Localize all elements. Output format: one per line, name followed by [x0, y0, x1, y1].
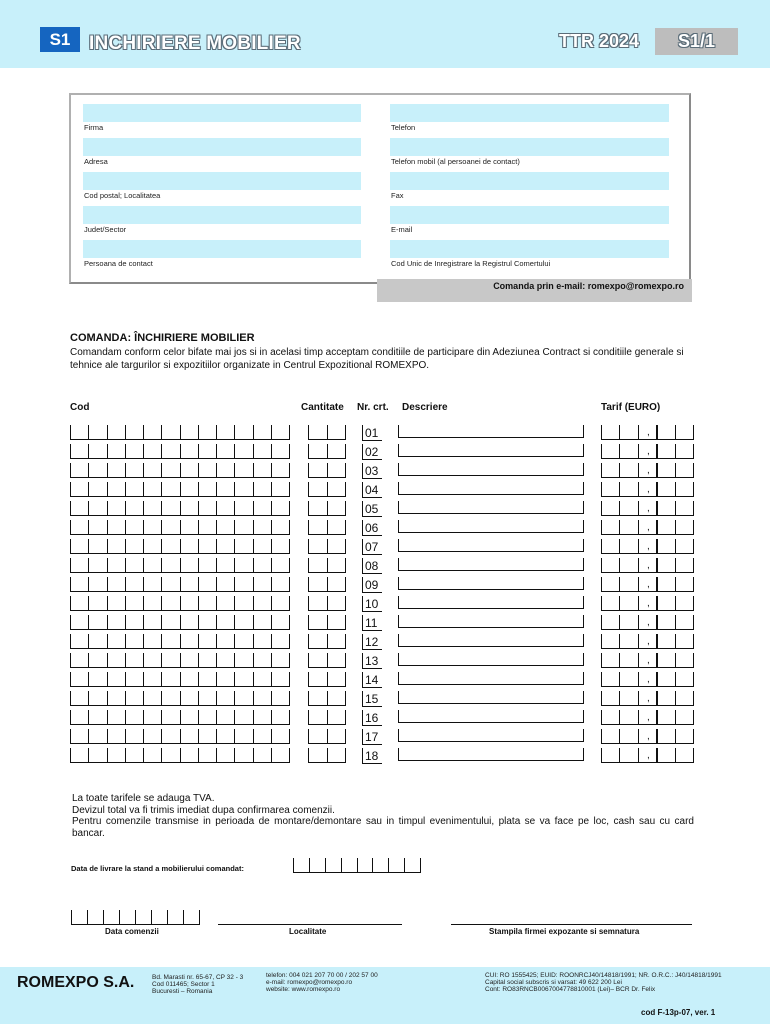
descriere-input[interactable] — [398, 558, 584, 571]
col-header-nr-crt: Nr. crt. — [357, 402, 389, 413]
table-row — [0, 577, 770, 596]
delivery-date-ticks[interactable] — [293, 858, 421, 873]
decimal-comma: , — [647, 446, 650, 457]
row-number: 03 — [362, 463, 382, 479]
field-label-telefon_mobil: Telefon mobil (al persoanei de contact) — [391, 157, 520, 166]
tarif-decimal-input[interactable] — [657, 634, 694, 649]
decimal-comma: , — [647, 522, 650, 533]
tarif-decimal-input[interactable] — [657, 729, 694, 744]
row-number: 02 — [362, 444, 382, 460]
field-label-fax: Fax — [391, 191, 404, 200]
col-header-cod: Cod — [70, 402, 90, 413]
row-number: 15 — [362, 691, 382, 707]
table-row — [0, 539, 770, 558]
decimal-comma: , — [647, 503, 650, 514]
cantitate-input[interactable] — [308, 444, 346, 459]
tarif-decimal-input[interactable] — [657, 539, 694, 554]
stamp-line[interactable] — [451, 924, 692, 925]
table-row — [0, 501, 770, 520]
cantitate-input[interactable] — [308, 539, 346, 554]
table-row — [0, 596, 770, 615]
field-label-adresa: Adresa — [84, 157, 108, 166]
table-row — [0, 691, 770, 710]
row-number: 13 — [362, 653, 382, 669]
decimal-comma: , — [647, 750, 650, 761]
cod-input[interactable] — [70, 634, 290, 649]
field-label-cod_postal: Cod postal; Localitatea — [84, 191, 161, 200]
cantitate-input[interactable] — [308, 672, 346, 687]
decimal-comma: , — [647, 465, 650, 476]
tarif-decimal-input[interactable] — [657, 558, 694, 573]
tarif-decimal-input[interactable] — [657, 710, 694, 725]
location-line[interactable] — [218, 924, 402, 925]
cantitate-input[interactable] — [308, 634, 346, 649]
note-payment: Pentru comenzile transmise in perioada de montare/demontare sau in timpul evenimentului, plata se va face pe loc, cash sau cu card bancar. — [72, 816, 694, 839]
footer-address: Bd. Marasti nr. 65-67, CP 32 - 3 Cod 011465; Sector 1 Bucuresti – Romania — [152, 974, 244, 995]
order-date-label: Data comenzii — [105, 927, 159, 936]
footer-contact: telefon: 004 021 207 70 00 / 202 57 00 e-mail: romexpo@romexpo.ro website: www.romexpo.ro — [266, 972, 378, 993]
cod-input[interactable] — [70, 729, 290, 744]
tarif-decimal-input[interactable] — [657, 501, 694, 516]
table-row — [0, 748, 770, 767]
cantitate-input[interactable] — [308, 729, 346, 744]
cod-input[interactable] — [70, 463, 290, 478]
row-number: 18 — [362, 748, 382, 764]
descriere-input[interactable] — [398, 425, 584, 438]
decimal-comma: , — [647, 579, 650, 590]
cod-input[interactable] — [70, 710, 290, 725]
descriere-input[interactable] — [398, 748, 584, 761]
row-number: 16 — [362, 710, 382, 726]
row-number: 17 — [362, 729, 382, 745]
decimal-comma: , — [647, 484, 650, 495]
document-code: cod F-13p-07, ver. 1 — [641, 1008, 716, 1017]
section-badge: S1 — [40, 27, 80, 52]
decimal-comma: , — [647, 598, 650, 609]
cod-input[interactable] — [70, 482, 290, 497]
cantitate-input[interactable] — [308, 710, 346, 725]
field-input-cui[interactable] — [390, 240, 669, 258]
cantitate-input[interactable] — [308, 748, 346, 763]
location-label: Localitate — [289, 927, 327, 936]
tarif-decimal-input[interactable] — [657, 653, 694, 668]
descriere-input[interactable] — [398, 539, 584, 552]
note-vat: La toate tarifele se adauga TVA. — [72, 793, 215, 804]
field-input-adresa[interactable] — [83, 138, 361, 156]
descriere-input[interactable] — [398, 577, 584, 590]
decimal-comma: , — [647, 674, 650, 685]
row-number: 12 — [362, 634, 382, 650]
table-row — [0, 729, 770, 748]
tarif-decimal-input[interactable] — [657, 482, 694, 497]
table-row — [0, 444, 770, 463]
row-number: 05 — [362, 501, 382, 517]
field-label-cui: Cod Unic de Inregistrare la Registrul Comertului — [391, 259, 551, 268]
descriere-input[interactable] — [398, 691, 584, 704]
decimal-comma: , — [647, 655, 650, 666]
descriere-input[interactable] — [398, 463, 584, 476]
col-header-tarif: Tarif (EURO) — [601, 402, 661, 413]
field-label-judet: Judet/Sector — [84, 225, 127, 234]
field-input-cod_postal[interactable] — [83, 172, 361, 190]
cod-input[interactable] — [70, 444, 290, 459]
event-label: TTR 2024 — [559, 31, 640, 51]
tarif-decimal-input[interactable] — [657, 672, 694, 687]
tarif-decimal-input[interactable] — [657, 444, 694, 459]
decimal-comma: , — [647, 541, 650, 552]
field-label-telefon: Telefon — [391, 123, 416, 132]
page-badge: S1/1 — [655, 28, 738, 55]
cod-input[interactable] — [70, 672, 290, 687]
field-input-judet[interactable] — [83, 206, 361, 224]
field-input-email[interactable] — [390, 206, 669, 224]
field-input-telefon[interactable] — [390, 104, 669, 122]
descriere-input[interactable] — [398, 482, 584, 495]
tarif-decimal-input[interactable] — [657, 520, 694, 535]
row-number: 09 — [362, 577, 382, 593]
tarif-decimal-input[interactable] — [657, 691, 694, 706]
decimal-comma: , — [647, 560, 650, 571]
cantitate-input[interactable] — [308, 558, 346, 573]
cantitate-input[interactable] — [308, 482, 346, 497]
descriere-input[interactable] — [398, 672, 584, 685]
order-date-ticks[interactable] — [71, 910, 200, 925]
field-input-fax[interactable] — [390, 172, 669, 190]
field-input-firma[interactable] — [83, 104, 361, 122]
cod-input[interactable] — [70, 425, 290, 440]
decimal-comma: , — [647, 427, 650, 438]
cantitate-input[interactable] — [308, 596, 346, 611]
row-number: 08 — [362, 558, 382, 574]
row-number: 07 — [362, 539, 382, 555]
cod-input[interactable] — [70, 653, 290, 668]
footer-legal: CUI: RO 1555425; EUID: ROONRCJ40/14818/1991; NR. O.R.C.: J40/14818/1991 Capital social subscris si varsat: 49 622 200 Lei Cont: RO83RNCB0067004778810001 (Lei)– BCR Dr. Felix — [485, 972, 722, 993]
stamp-label: Stampila firmei expozante si semnatura — [489, 927, 640, 936]
col-header-descriere: Descriere — [402, 402, 448, 413]
email-order-note: Comanda prin e-mail: romexpo@romexpo.ro — [377, 279, 692, 302]
descriere-input[interactable] — [398, 653, 584, 666]
descriere-input[interactable] — [398, 520, 584, 533]
cod-input[interactable] — [70, 558, 290, 573]
cod-input[interactable] — [70, 520, 290, 535]
table-row — [0, 615, 770, 634]
descriere-input[interactable] — [398, 710, 584, 723]
table-row — [0, 653, 770, 672]
decimal-comma: , — [647, 693, 650, 704]
cantitate-input[interactable] — [308, 691, 346, 706]
row-number: 11 — [362, 615, 382, 631]
table-row — [0, 482, 770, 501]
tarif-decimal-input[interactable] — [657, 463, 694, 478]
cod-input[interactable] — [70, 539, 290, 554]
cod-input[interactable] — [70, 596, 290, 611]
table-row — [0, 520, 770, 539]
col-header-cantitate: Cantitate — [301, 402, 344, 413]
tarif-decimal-input[interactable] — [657, 748, 694, 763]
table-row — [0, 710, 770, 729]
table-row — [0, 672, 770, 691]
row-number: 06 — [362, 520, 382, 536]
cod-input[interactable] — [70, 615, 290, 630]
page-title: INCHIRIERE MOBILIER — [89, 33, 301, 54]
decimal-comma: , — [647, 731, 650, 742]
footer-company: ROMEXPO S.A. — [17, 974, 135, 991]
field-input-persoana[interactable] — [83, 240, 361, 258]
table-row — [0, 558, 770, 577]
note-quote: Devizul total va fi trimis imediat dupa confirmarea comenzii. — [72, 804, 335, 816]
cantitate-input[interactable] — [308, 520, 346, 535]
table-row — [0, 634, 770, 653]
field-label-email: E-mail — [391, 225, 413, 234]
cantitate-input[interactable] — [308, 501, 346, 516]
cod-input[interactable] — [70, 691, 290, 706]
tarif-decimal-input[interactable] — [657, 596, 694, 611]
tarif-decimal-input[interactable] — [657, 425, 694, 440]
order-heading: COMANDA: ÎNCHIRIERE MOBILIER — [70, 332, 255, 344]
field-input-telefon_mobil[interactable] — [390, 138, 669, 156]
descriere-input[interactable] — [398, 444, 584, 457]
field-label-persoana: Persoana de contact — [84, 259, 153, 268]
descriere-input[interactable] — [398, 615, 584, 628]
table-row — [0, 463, 770, 482]
descriere-input[interactable] — [398, 501, 584, 514]
cod-input[interactable] — [70, 748, 290, 763]
row-number: 01 — [362, 425, 382, 441]
row-number: 14 — [362, 672, 382, 688]
tarif-decimal-input[interactable] — [657, 615, 694, 630]
order-intro: Comandam conform celor bifate mai jos si in acelasi timp acceptam conditiile de participare din Adeziunea Contract si conditiile generale si tehnice ale targurilor si expozitiilor organizate in Centrul Expozitional ROMEXPO. — [70, 347, 684, 371]
notes — [72, 793, 694, 839]
delivery-date-label: Data de livrare la stand a mobilierului comandat: — [71, 864, 244, 873]
field-label-firma: Firma — [84, 123, 104, 132]
cod-input[interactable] — [70, 501, 290, 516]
tarif-decimal-input[interactable] — [657, 577, 694, 592]
descriere-input[interactable] — [398, 634, 584, 647]
cod-input[interactable] — [70, 577, 290, 592]
row-number: 04 — [362, 482, 382, 498]
cantitate-input[interactable] — [308, 615, 346, 630]
row-number: 10 — [362, 596, 382, 612]
cantitate-input[interactable] — [308, 425, 346, 440]
cantitate-input[interactable] — [308, 577, 346, 592]
decimal-comma: , — [647, 636, 650, 647]
cantitate-input[interactable] — [308, 463, 346, 478]
descriere-input[interactable] — [398, 729, 584, 742]
decimal-comma: , — [647, 712, 650, 723]
cantitate-input[interactable] — [308, 653, 346, 668]
decimal-comma: , — [647, 617, 650, 628]
table-row — [0, 425, 770, 444]
descriere-input[interactable] — [398, 596, 584, 609]
